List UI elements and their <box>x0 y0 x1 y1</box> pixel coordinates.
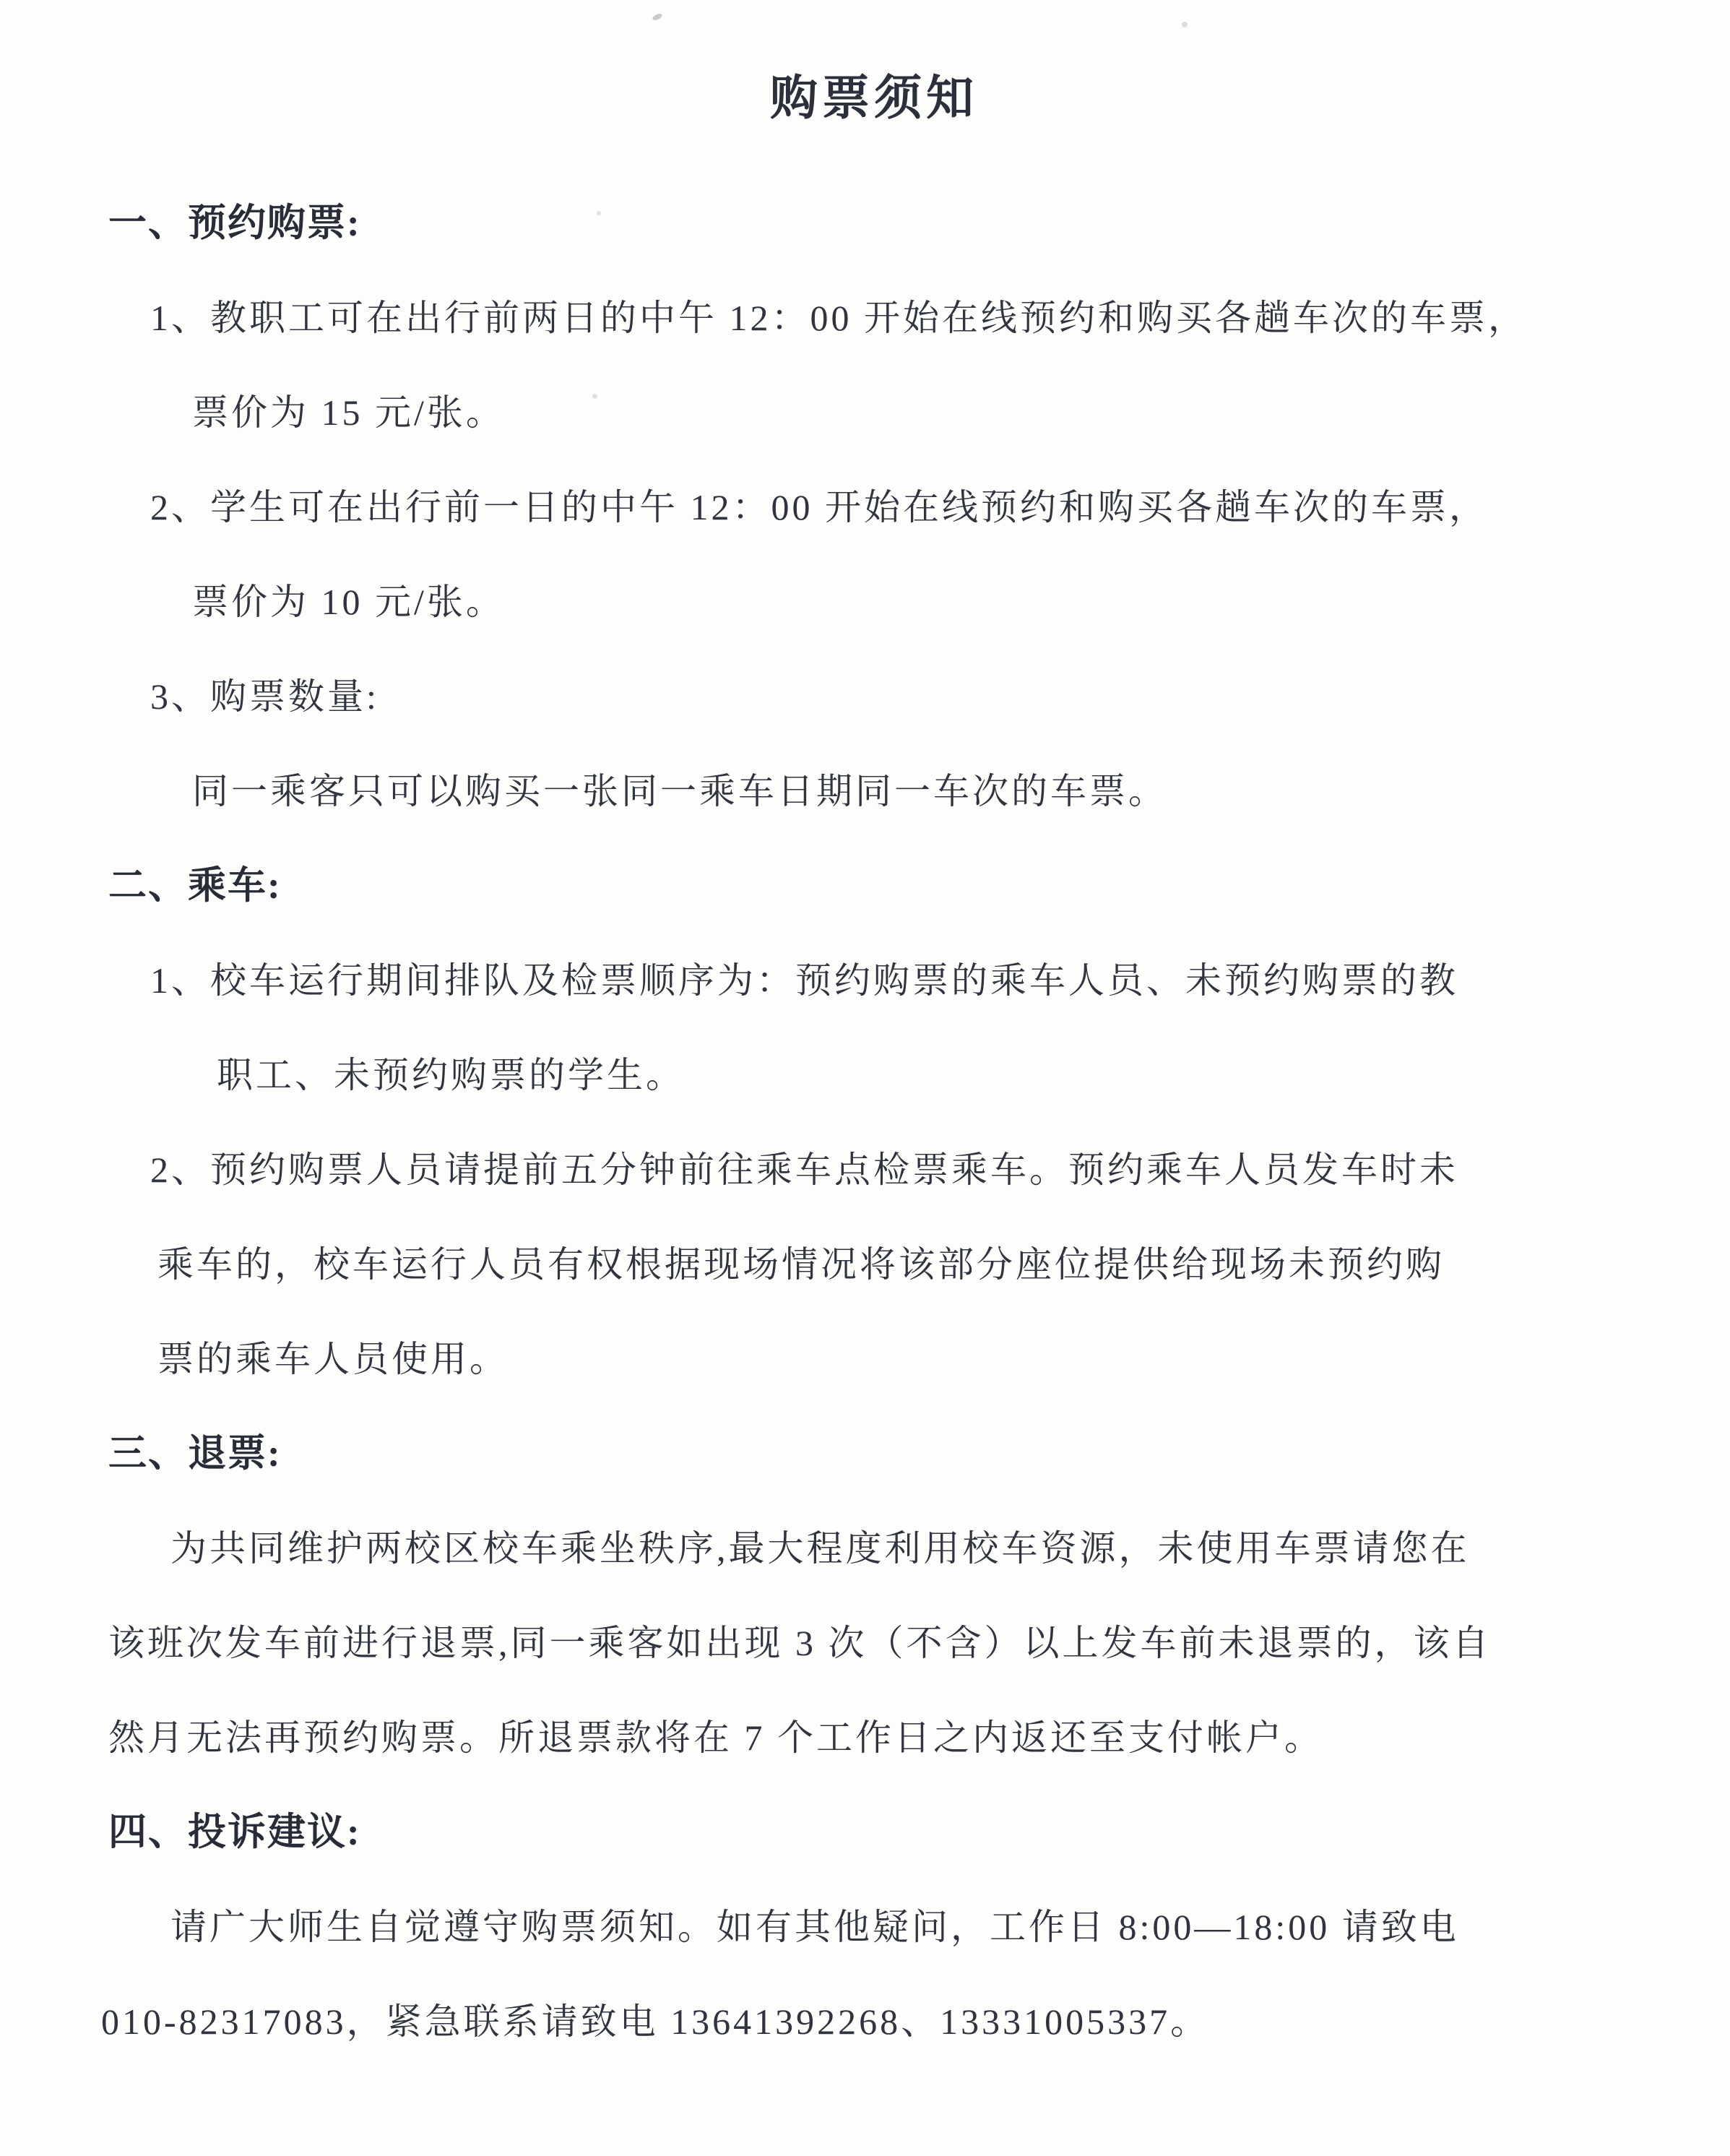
doc-line: 票的乘车人员使用。 <box>157 1339 509 1379</box>
doc-line: 2、学生可在出行前一日的中午 12：00 开始在线预约和购买各趟车次的车票， <box>150 487 1488 527</box>
document-body <box>101 64 1640 2069</box>
doc-line: 请广大师生自觉遵守购票须知。如有其他疑问，工作日 8:00—18:00 请致电 <box>170 1907 1459 1947</box>
doc-line: 1、教职工可在出行前两日的中午 12：00 开始在线预约和购买各趟车次的车票， <box>150 298 1527 338</box>
doc-line: 然月无法再预约购票。所退票款将在 7 个工作日之内返还至支付帐户。 <box>108 1717 1323 1758</box>
doc-line: 1、校车运行期间排队及检票顺序为：预约购票的乘车人员、未预约购票的教 <box>150 960 1458 1001</box>
scan-artifact <box>652 12 663 21</box>
section-heading-reservation: 一、预约购票: <box>108 202 361 244</box>
doc-line: 3、购票数量: <box>150 676 379 717</box>
doc-line: 票价为 15 元/张。 <box>192 392 505 433</box>
scan-artifact <box>1182 22 1188 27</box>
section-heading-boarding: 二、乘车: <box>108 865 282 907</box>
section-heading-refund: 三、退票: <box>108 1433 282 1475</box>
doc-line: 2、预约购票人员请提前五分钟前往乘车点检票乘车。预约乘车人员发车时未 <box>150 1150 1458 1190</box>
doc-line-contact-phones: 010-82317083，紧急联系请致电 13641392268、13331005337。 <box>101 2001 1210 2042</box>
section-heading-complaints: 四、投诉建议: <box>108 1811 361 1853</box>
doc-line: 票价为 10 元/张。 <box>192 582 505 622</box>
doc-line: 乘车的，校车运行人员有权根据现场情况将该部分座位提供给现场未预约购 <box>157 1244 1445 1285</box>
document-title: 购票须知 <box>770 72 978 125</box>
doc-line: 为共同维护两校区校车乘坐秩序,最大程度利用校车资源，未使用车票请您在 <box>170 1528 1470 1569</box>
doc-line: 同一乘客只可以购买一张同一乘车日期同一车次的车票。 <box>192 771 1167 811</box>
doc-line: 该班次发车前进行退票,同一乘客如出现 3 次（不含）以上发车前未退票的，该自 <box>108 1623 1492 1663</box>
doc-line: 职工、未预约购票的学生。 <box>217 1055 685 1095</box>
document-lines <box>101 176 1640 2069</box>
